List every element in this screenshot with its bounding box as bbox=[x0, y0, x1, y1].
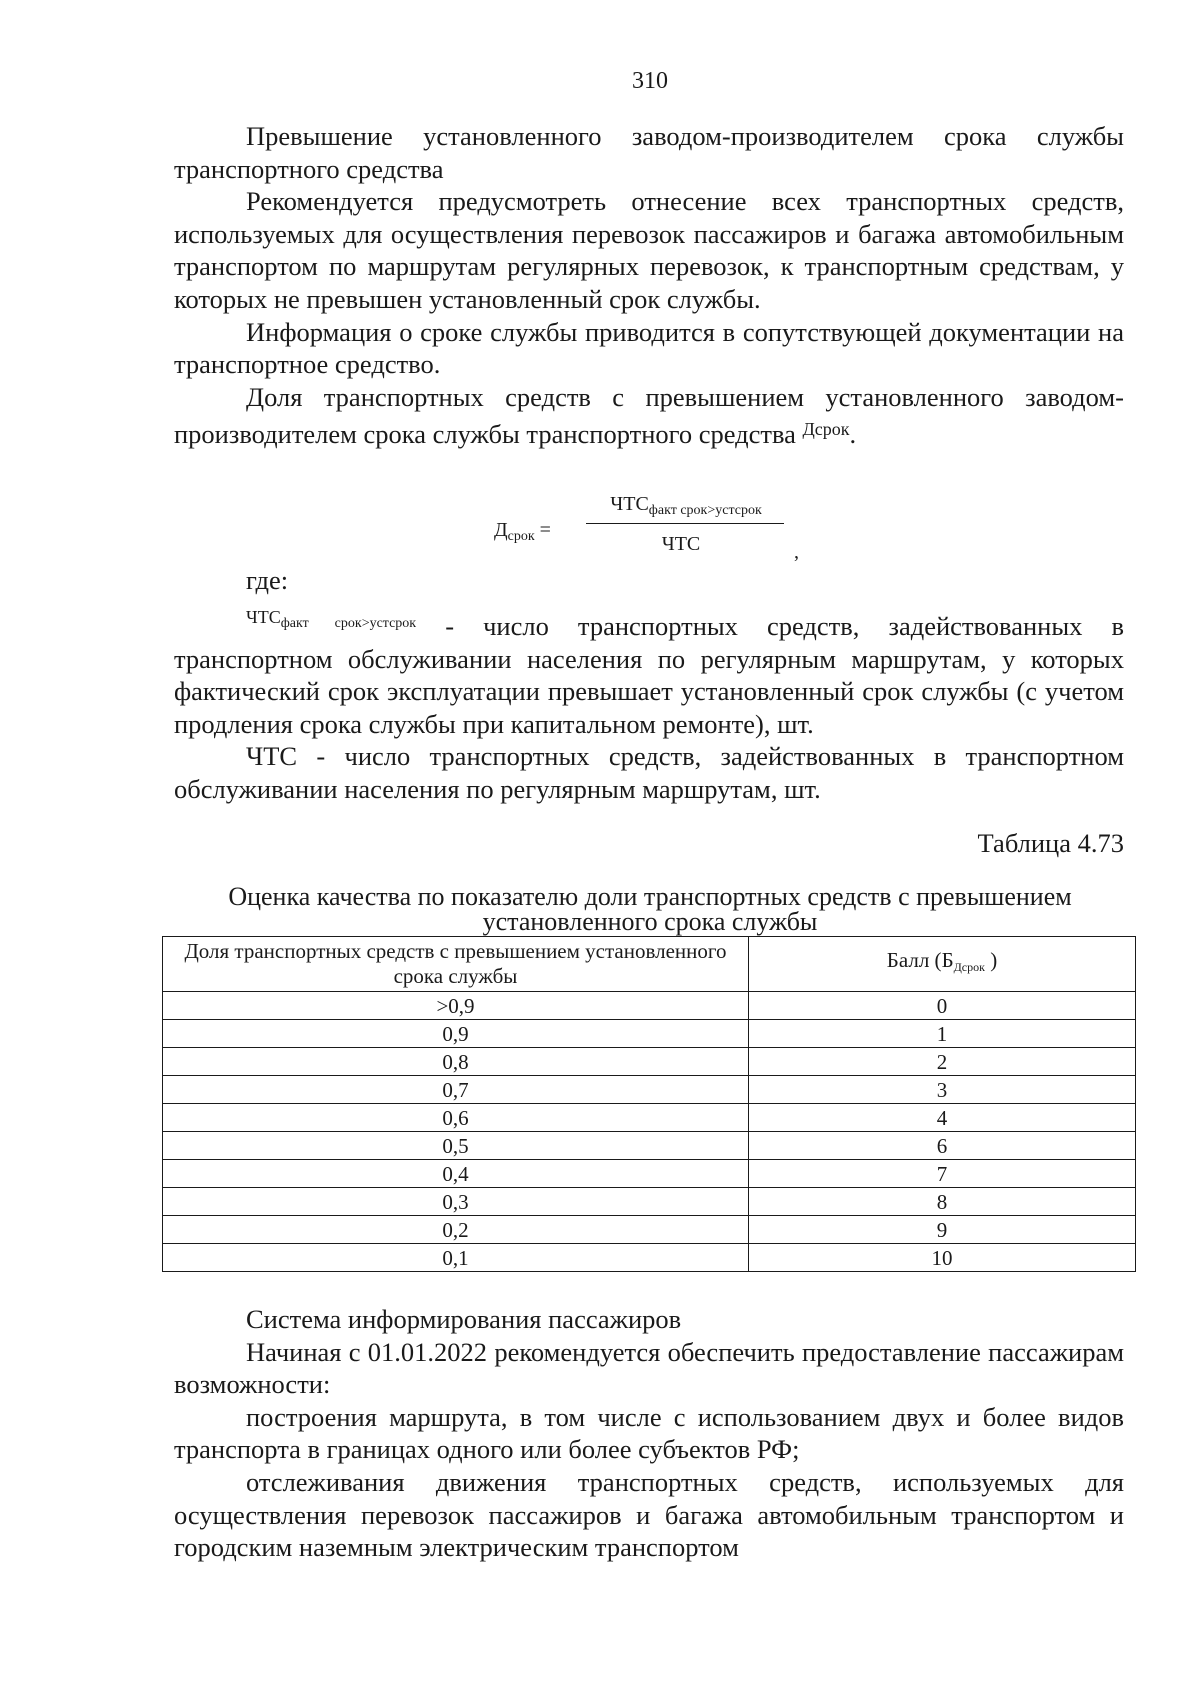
recommendation-paragraph: Рекомендуется предусмотреть отнесение всех транспортных средств, используемых для осуществления перевозок пассажиров и багажа автомобильным транспортом по маршрутам регулярных перевозок, к транспортным средствам, у которых не превышен установленный срок службы. bbox=[174, 186, 1124, 314]
intro-section bbox=[174, 120, 1124, 451]
share-cell: 0,2 bbox=[163, 1216, 749, 1244]
table-header-score-suffix: ) bbox=[990, 948, 998, 972]
formula-lhs-sub: срок bbox=[507, 529, 535, 544]
definition-1-symbol-main: ЧТС bbox=[246, 607, 281, 627]
share-cell: >0,9 bbox=[163, 992, 749, 1020]
formula-denominator: ЧТС bbox=[661, 533, 701, 555]
definition-1-symbol bbox=[246, 607, 417, 631]
share-symbol: Дсрок bbox=[802, 419, 850, 440]
table-row bbox=[163, 1216, 1136, 1244]
table-row bbox=[163, 1244, 1136, 1272]
table-row bbox=[163, 1132, 1136, 1160]
share-cell: 0,6 bbox=[163, 1104, 749, 1132]
formula-numerator bbox=[586, 494, 786, 518]
share-paragraph-text: Доля транспортных средств с превышением установленного заводом-производителем срока службы транспортного средства bbox=[174, 381, 1124, 450]
formula-lhs bbox=[494, 520, 551, 544]
share-cell: 0,5 bbox=[163, 1132, 749, 1160]
table-header-share: Доля транспортных средств с превышением установленного срока службы bbox=[163, 937, 749, 992]
section-heading-service-life: Превышение установленного заводом-производителем срока службы транспортного средства bbox=[174, 121, 1124, 184]
table-row bbox=[163, 1048, 1136, 1076]
share-cell: 0,9 bbox=[163, 1020, 749, 1048]
share-cell: 0,3 bbox=[163, 1188, 749, 1216]
share-cell: 0,8 bbox=[163, 1048, 749, 1076]
score-cell: 2 bbox=[749, 1048, 1136, 1076]
score-cell: 7 bbox=[749, 1160, 1136, 1188]
formula-lhs-main: Д bbox=[494, 519, 508, 541]
table-row bbox=[163, 1188, 1136, 1216]
score-cell: 8 bbox=[749, 1188, 1136, 1216]
definition-2: ЧТС - число транспортных средств, задействованных в транспортном обслуживании населения по регулярным маршрутам, шт. bbox=[174, 741, 1124, 804]
table-header-score-prefix: Балл ( bbox=[886, 948, 942, 972]
table-row bbox=[163, 1020, 1136, 1048]
table-row bbox=[163, 992, 1136, 1020]
grade-table bbox=[162, 936, 1136, 1272]
table-header-score-sub: Дсрок bbox=[953, 960, 985, 974]
table-label: Таблица 4.73 bbox=[977, 828, 1124, 858]
score-cell: 1 bbox=[749, 1020, 1136, 1048]
table-header-score-symbol: Б bbox=[941, 948, 954, 972]
table-row bbox=[163, 1104, 1136, 1132]
page-number: 310 bbox=[632, 68, 668, 94]
definition-1 bbox=[174, 601, 1124, 740]
formula-equals: = bbox=[539, 519, 551, 541]
info-paragraph: Информация о сроке службы приводится в сопутствующей документации на транспортное средство. bbox=[174, 316, 1124, 380]
formula-numerator-sub: факт срок>устсрок bbox=[648, 503, 762, 518]
table-title: Оценка качества по показателю доли транспортных средств с превышением установленного срока службы bbox=[228, 882, 1072, 936]
passenger-info-paragraph-1: Начиная с 01.01.2022 рекомендуется обеспечить предоставление пассажирам возможности: bbox=[174, 1336, 1124, 1400]
passenger-info-section bbox=[174, 1303, 1124, 1564]
share-cell: 0,1 bbox=[163, 1244, 749, 1272]
score-cell: 0 bbox=[749, 992, 1136, 1020]
share-paragraph bbox=[174, 381, 1124, 451]
score-cell: 3 bbox=[749, 1076, 1136, 1104]
table-row bbox=[163, 1076, 1136, 1104]
table-header-score bbox=[749, 937, 1136, 992]
definition-1-symbol-sub: факт срок>устсрок bbox=[280, 616, 417, 631]
where-label: где: bbox=[246, 565, 289, 595]
definitions-section bbox=[174, 601, 1124, 806]
score-cell: 6 bbox=[749, 1132, 1136, 1160]
formula-numerator-main: ЧТС bbox=[610, 493, 649, 515]
share-paragraph-end: . bbox=[849, 419, 857, 450]
definition-1-text: - число транспортных средств, задействованных в транспортном обслуживании населения по регулярным маршрутам, у которых фактический срок эксплуатации превышает установленный срок службы (с учетом продления срока службы при капитальном ремонте), шт. bbox=[174, 611, 1124, 739]
section-heading-passenger-info: Система информирования пассажиров bbox=[246, 1304, 682, 1334]
share-cell: 0,4 bbox=[163, 1160, 749, 1188]
passenger-info-paragraph-2: построения маршрута, в том числе с использованием двух и более видов транспорта в границах одного или более субъектов РФ; bbox=[174, 1401, 1124, 1465]
passenger-info-paragraph-3: отслеживания движения транспортных средств, используемых для осуществления перевозок пассажиров и багажа автомобильным транспортом и городским наземным электрическим транспортом bbox=[174, 1466, 1124, 1563]
score-cell: 9 bbox=[749, 1216, 1136, 1244]
table-row bbox=[163, 1160, 1136, 1188]
table-header-row bbox=[163, 937, 1136, 992]
formula-comma: , bbox=[794, 541, 799, 563]
share-cell: 0,7 bbox=[163, 1076, 749, 1104]
formula-fraction-line bbox=[586, 523, 784, 524]
score-cell: 10 bbox=[749, 1244, 1136, 1272]
score-cell: 4 bbox=[749, 1104, 1136, 1132]
